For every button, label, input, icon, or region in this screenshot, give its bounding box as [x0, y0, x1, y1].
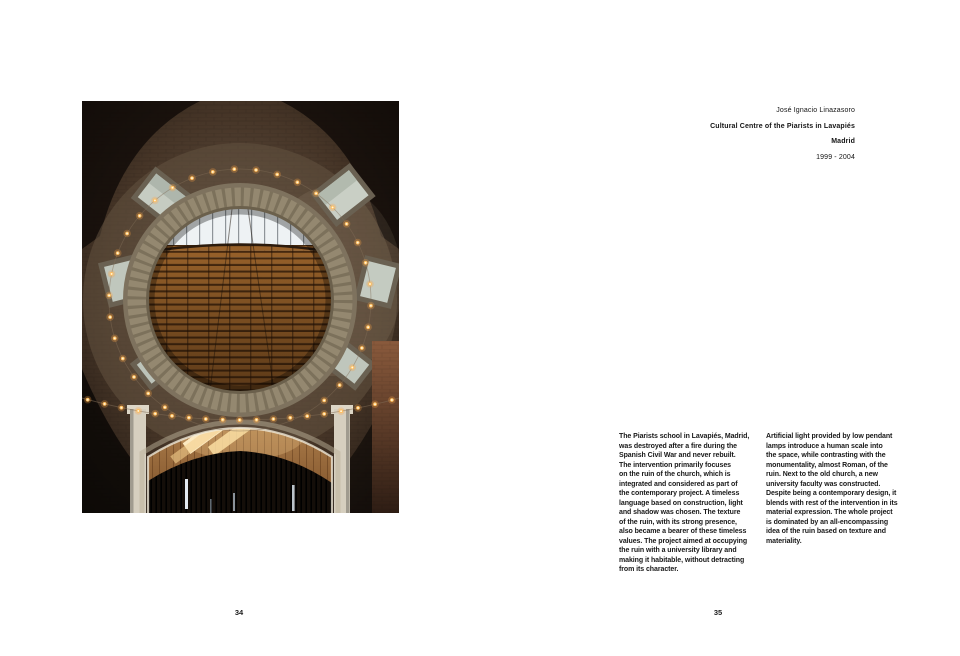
project-years: 1999 - 2004 [816, 153, 855, 161]
church-dome-photo [82, 101, 399, 513]
dome-photo-illustration [82, 101, 399, 513]
architect-name: José Ignacio Linazasoro [776, 107, 855, 114]
body-text-column-1: The Piarists school in Lavapiés, Madrid, was destroyed after a fire during the Spanish Civil War and never rebuilt. The intervention primarily focuses on the ruin of the church, which is integrated and considered as part of the contemporary project. A timeless language based on construction, light and shadow was chosen. The texture of the ruin, with its strong presence, also became a bearer of these timeless values. The project aimed at occupying the ruin with a university library and making it habitable, without detracting from its character. [619, 433, 750, 573]
page-number-left: 34 [234, 608, 244, 617]
page-number-right: 35 [713, 608, 723, 617]
project-header [710, 103, 855, 165]
project-title: Cultural Centre of the Piarists in Lavapiés [710, 122, 855, 130]
project-location: Madrid [831, 138, 855, 145]
body-text-column-2: Artificial light provided by low pendant lamps introduce a human scale into the space, while contrasting with the monumentality, almost Roman, of the ruin. Next to the old church, a new university faculty was constructed. Despite being a contemporary design, it blends with rest of the intervention in its material expression. The whole project is dominated by an all-encompassing idea of the ruin based on texture and materiality. [766, 433, 898, 545]
